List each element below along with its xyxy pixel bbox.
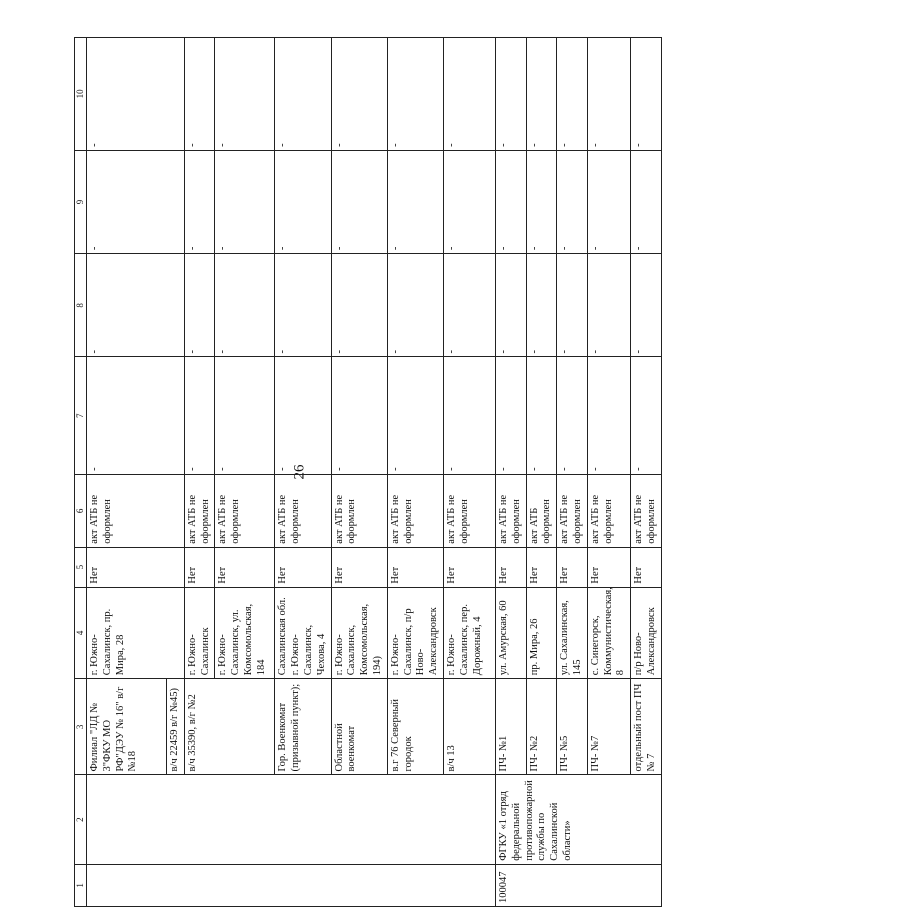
facility-cell: Гор. Военкомат (призывной пункт);: [275, 679, 331, 775]
col7-cell: -: [443, 357, 495, 474]
address-cell: с. Синегорск, Коммунистическая, 8: [587, 587, 630, 679]
column-number: 3: [75, 679, 87, 775]
col8-cell: -: [631, 254, 662, 357]
col8-cell: -: [387, 254, 443, 357]
facility-cell: ПЧ- №5: [557, 679, 588, 775]
flag-cell: Нет: [631, 547, 662, 587]
col9-cell: -: [631, 150, 662, 253]
address-cell: г. Южно-Сахалинск, пер. Дорожный, 4: [443, 587, 495, 679]
col8-cell: -: [587, 254, 630, 357]
col9-cell: -: [387, 150, 443, 253]
col10-cell: -: [184, 38, 215, 151]
col10-cell: -: [557, 38, 588, 151]
column-number: 8: [75, 254, 87, 357]
column-number: 10: [75, 38, 87, 151]
column-number: 1: [75, 864, 87, 906]
column-number: 4: [75, 587, 87, 679]
address-cell: ул. Амурская, 60: [495, 587, 526, 679]
act-cell: акт АТБ не оформлен: [275, 474, 331, 547]
facility-cell: ПЧ- №1: [495, 679, 526, 775]
page-number: 26: [291, 464, 308, 480]
col7-cell: -: [495, 357, 526, 474]
address-cell: п/р Ново-Александровск: [631, 587, 662, 679]
flag-cell: Нет: [184, 547, 215, 587]
col10-cell: -: [631, 38, 662, 151]
col7-cell: -: [587, 357, 630, 474]
facility-cell: ПЧ- №2: [526, 679, 557, 775]
col8-cell: -: [443, 254, 495, 357]
col9-cell: -: [443, 150, 495, 253]
rotated-table-sheet: [74, 37, 904, 907]
col9-cell: -: [86, 150, 184, 253]
act-cell: акт АТБ не оформлен: [387, 474, 443, 547]
table-row: [86, 38, 166, 907]
act-cell: акт АТБ не оформлен: [557, 474, 588, 547]
col9-cell: -: [495, 150, 526, 253]
col7-cell: -: [331, 357, 387, 474]
facility-cell: в.г 76 Северный городок: [387, 679, 443, 775]
act-cell: акт АТБ не оформлен: [443, 474, 495, 547]
flag-cell: Нет: [526, 547, 557, 587]
col10-cell: -: [443, 38, 495, 151]
address-cell: г. Южно- Сахалинск, п/р Ново-Александровск: [387, 587, 443, 679]
address-cell: г. Южно-Сахалинск, ул. Комсомольская, 184: [215, 587, 275, 679]
col10-cell: -: [495, 38, 526, 151]
flag-cell: Нет: [557, 547, 588, 587]
col8-cell: -: [331, 254, 387, 357]
flag-cell: Нет: [587, 547, 630, 587]
facility-table: [74, 37, 662, 907]
col9-cell: -: [331, 150, 387, 253]
org-cell: [86, 775, 495, 864]
column-number-row: [75, 38, 87, 907]
col10-cell: -: [387, 38, 443, 151]
address-cell: г. Южно-Сахалинск: [184, 587, 215, 679]
act-cell: акт АТБ не оформлен: [184, 474, 215, 547]
col9-cell: -: [557, 150, 588, 253]
code-cell: [86, 864, 495, 906]
column-number: 2: [75, 775, 87, 864]
col7-cell: -: [215, 357, 275, 474]
col7-cell: -: [184, 357, 215, 474]
column-number: 7: [75, 357, 87, 474]
column-number: 5: [75, 547, 87, 587]
col8-cell: -: [184, 254, 215, 357]
facility-cell: ПЧ- №7: [587, 679, 630, 775]
flag-cell: Нет: [443, 547, 495, 587]
act-cell: акт АТБ не оформлен: [587, 474, 630, 547]
col7-cell: -: [631, 357, 662, 474]
col8-cell: -: [86, 254, 184, 357]
col7-cell: -: [387, 357, 443, 474]
act-cell: акт АТБ не оформлен: [331, 474, 387, 547]
col8-cell: -: [526, 254, 557, 357]
col7-cell: -: [275, 357, 331, 474]
col9-cell: -: [184, 150, 215, 253]
table-row: [495, 38, 526, 907]
facility-cell: в/ч 13: [443, 679, 495, 775]
act-cell: акт АТБ не оформлен: [215, 474, 275, 547]
col7-cell: -: [557, 357, 588, 474]
act-cell: акт АТБ не оформлен: [86, 474, 184, 547]
flag-cell: Нет: [86, 547, 184, 587]
flag-cell: Нет: [495, 547, 526, 587]
address-cell: г. Южно-Сахалинск, пр. Мира, 28: [86, 587, 184, 679]
facility-cell: отдельный пост ПЧ № 7: [631, 679, 662, 775]
facility-cell: в/ч 35390, в/г №2: [184, 679, 275, 775]
act-cell: акт АТБ не оформлен: [631, 474, 662, 547]
facility-cell: в/ч 22459 в/г №45): [166, 679, 184, 775]
address-cell: г. Южно-Сахалинск, Комсомольская, 194): [331, 587, 387, 679]
col10-cell: -: [215, 38, 275, 151]
col8-cell: -: [275, 254, 331, 357]
col7-cell: -: [526, 357, 557, 474]
column-number: 6: [75, 474, 87, 547]
col9-cell: -: [215, 150, 275, 253]
flag-cell: Нет: [275, 547, 331, 587]
act-cell: акт АТБ не оформлен: [495, 474, 526, 547]
col10-cell: -: [275, 38, 331, 151]
col10-cell: -: [86, 38, 184, 151]
col9-cell: -: [526, 150, 557, 253]
col9-cell: -: [587, 150, 630, 253]
address-cell: Сахалинская обл. г. Южно-Сахалинск, Чехова, 4: [275, 587, 331, 679]
col8-cell: -: [215, 254, 275, 357]
address-cell: пр. Мира, 26: [526, 587, 557, 679]
act-cell: акт АТБ оформлен: [526, 474, 557, 547]
flag-cell: Нет: [331, 547, 387, 587]
col10-cell: -: [526, 38, 557, 151]
col8-cell: -: [495, 254, 526, 357]
org-cell: ФГКУ «1 отряд федеральной противопожарной службы по Сахалинской области»: [495, 775, 661, 864]
flag-cell: Нет: [215, 547, 275, 587]
address-cell: ул. Сахалинская, 145: [557, 587, 588, 679]
col10-cell: -: [587, 38, 630, 151]
facility-cell: Областной военкомат: [331, 679, 387, 775]
column-number: 9: [75, 150, 87, 253]
col10-cell: -: [331, 38, 387, 151]
facility-cell: Филиал "ЛД № 3"ФКУ МО РФ"ДЭУ № 16" в/г №18: [86, 679, 166, 775]
code-cell: 100047: [495, 864, 661, 906]
col7-cell: -: [86, 357, 184, 474]
col9-cell: -: [275, 150, 331, 253]
col8-cell: -: [557, 254, 588, 357]
flag-cell: Нет: [387, 547, 443, 587]
